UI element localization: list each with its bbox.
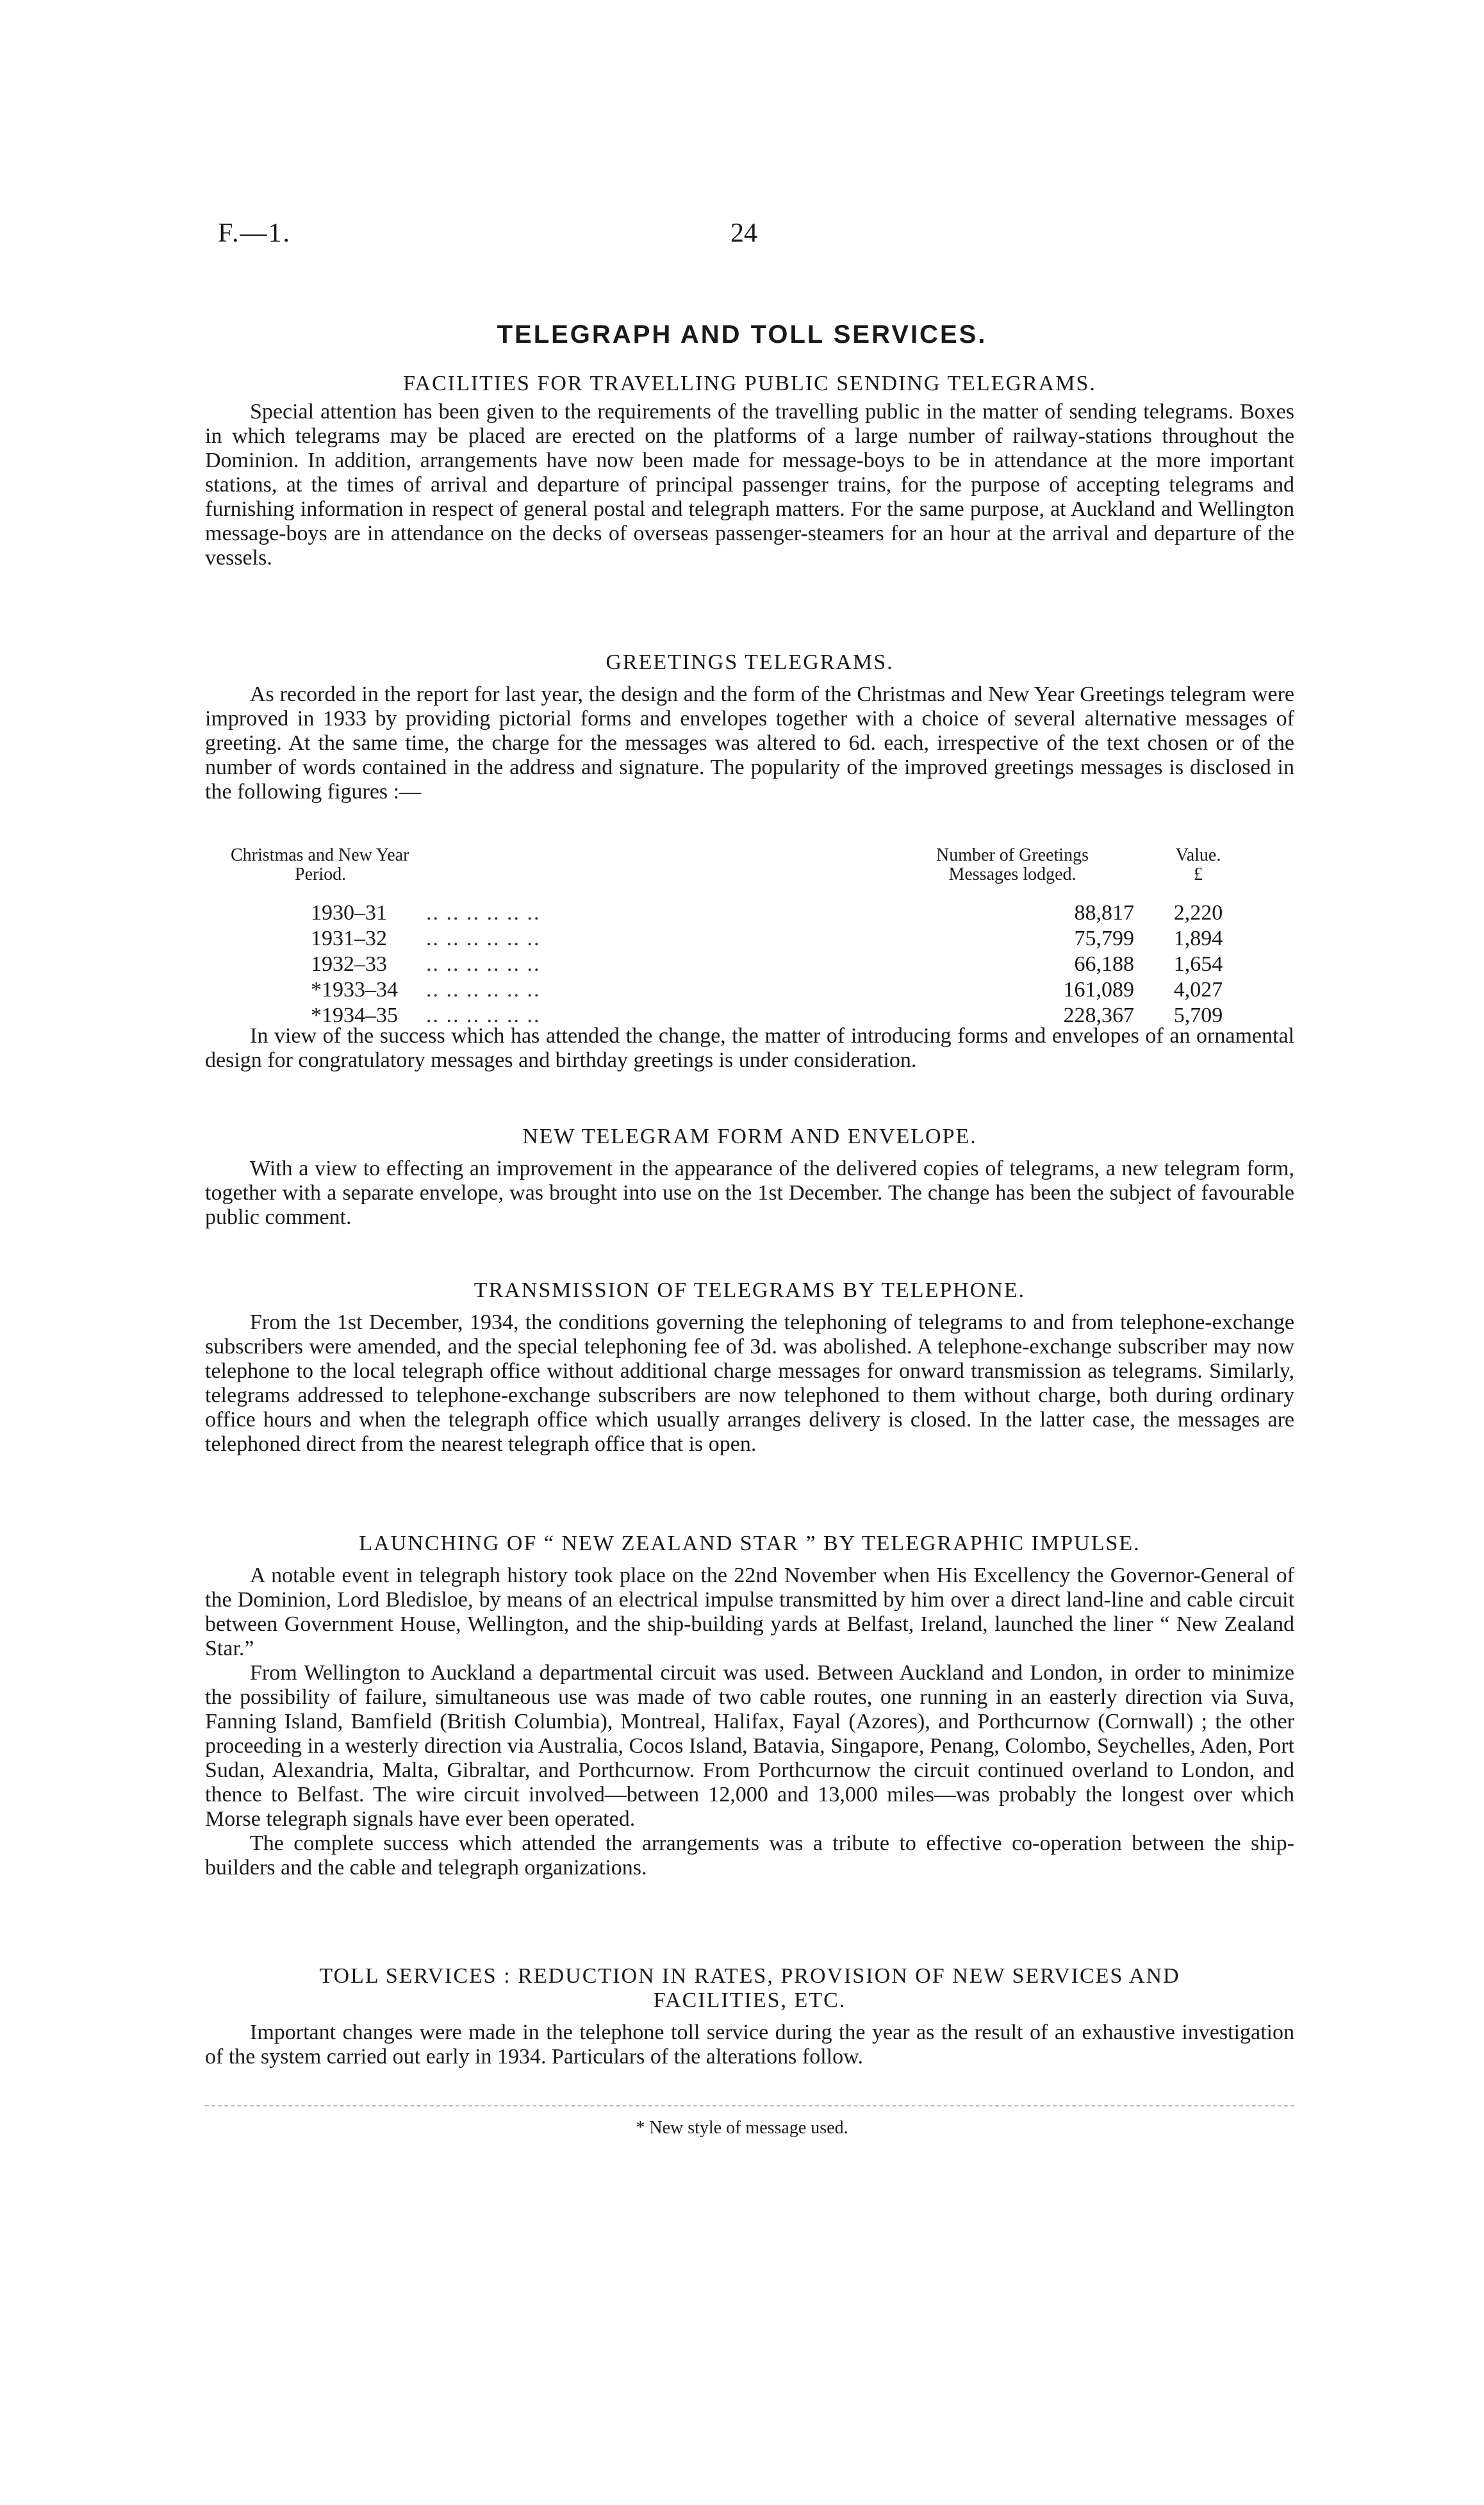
paragraph: From Wellington to Auckland a departmental circuit was used. Between Auckland and London, in order to minimize the possibility of failure, simultaneous use was made of two cable routes, one running in an easterly direction via Suva, Fanning Island, Bamfield (British Columbia), Montreal, Halifax, Fayal (Azores), and Porthcurnow (Cornwall) ; the other proceeding in a westerly direction via Australia, Cocos Island, Batavia, Singapore, Penang, Colombo, Seychelles, Aden, Port Sudan, Alexandria, Malta, Gibraltar, and Porthcurnow. From Porthcurnow the circuit continued overland to London, and thence to Belfast. The wire circuit involved—between 12,000 and 13,000 miles—was probably the longest over which Morse telegraph signals have ever been operated.: [205, 1661, 1294, 1831]
greetings-table: [205, 846, 1294, 1029]
paragraph: Special attention has been given to the requirements of the travelling public in the matter of sending telegrams. Boxes in which telegrams may be placed are erected on the platforms of a large number of railway-stations throughout the Dominion. In addition, arrangements have now been made for message-boys to be in attendance at the more important stations, at the times of arrival and departure of principal passenger trains, for the purpose of accepting telegrams and furnishing information in respect of general postal and telegraph matters. For the same purpose, at Auckland and Wellington message-boys are in attendance on the decks of overseas passenger-steamers for an hour at the arrival and departure of the vessels.: [205, 400, 1294, 570]
paragraph: With a view to effecting an improvement in the appearance of the delivered copies of telegrams, a new telegram form, together with a separate envelope, was brought into use on the 1st December. The change has been the subject of favourable public comment.: [205, 1157, 1294, 1229]
document-reference: F.—1.: [218, 219, 291, 248]
footnote: * New style of message used.: [636, 2118, 848, 2138]
section-heading: LAUNCHING OF “ NEW ZEALAND STAR ” BY TELEGRAPHIC IMPULSE.: [359, 1532, 1141, 1555]
section-facilities: [205, 372, 1294, 570]
table-row: *1933–34 .. .. .. .. .. .. 161,089 4,027: [311, 978, 1223, 1002]
section-launching: [205, 1532, 1294, 1880]
footnote-divider: [205, 2105, 1294, 2106]
section-transmission: [205, 1278, 1294, 1457]
section-heading: NEW TELEGRAM FORM AND ENVELOPE.: [522, 1125, 977, 1148]
table-row: 1930–31 .. .. .. .. .. .. 88,817 2,220: [311, 901, 1223, 925]
paragraph: From the 1st December, 1934, the conditions governing the telephoning of telegrams to and from telephone-exchange subscribers were amended, and the special telephoning fee of 3d. was abolished. A telephone-exchange subscriber may now telephone to the local telegraph office without additional charge messages for onward transmission as telegrams. Similarly, telegrams addressed to telephone-exchange subscribers are now telephoned to them without charge, both during ordinary office hours and when the telegraph office which usually arranges delivery is closed. In the latter case, the messages are telephoned direct from the nearest telegraph office that is open.: [205, 1310, 1294, 1456]
greetings-conclusion: [205, 1024, 1294, 1073]
section-toll: [205, 1964, 1294, 2069]
column-header-messages: Number of Greetings Messages lodged.: [936, 845, 1089, 884]
section-new-form: [205, 1125, 1294, 1230]
table-row: 1932–33 .. .. .. .. .. .. 66,188 1,654: [311, 952, 1223, 976]
table-row: *1934–35 .. .. .. .. .. .. 228,367 5,709: [311, 1004, 1223, 1027]
page-title: TELEGRAPH AND TOLL SERVICES.: [497, 320, 987, 349]
paragraph: A notable event in telegraph history took place on the 22nd November when His Excellency the Governor-General of the Dominion, Lord Bledisloe, by means of an electrical impulse transmitted by him over a direct land-line and cable circuit between Government House, Wellington, and the ship-building yards at Belfast, Ireland, launched the liner “ New Zealand Star.”: [205, 1564, 1294, 1660]
section-greetings: [205, 650, 1294, 804]
section-heading: GREETINGS TELEGRAMS.: [606, 650, 894, 674]
table-row: 1931–32 .. .. .. .. .. .. 75,799 1,894: [311, 927, 1223, 950]
section-heading: TRANSMISSION OF TELEGRAMS BY TELEPHONE.: [474, 1278, 1026, 1302]
page-header: [0, 218, 1484, 256]
paragraph: As recorded in the report for last year, the design and the form of the Christmas and New Year Greetings telegram were improved in 1933 by providing pictorial forms and envelopes together with a choice of several alternative messages of greeting. At the same time, the charge for the messages was altered to 6d. each, irrespective of the text chosen or of the number of words contained in the address and signature. The popularity of the improved greetings messages is disclosed in the following figures :—: [205, 682, 1294, 804]
column-header-period: Christmas and New Year Period.: [231, 845, 409, 884]
page-number: 24: [730, 219, 757, 248]
column-header-value: Value. £: [1175, 845, 1221, 884]
section-heading: TOLL SERVICES : REDUCTION IN RATES, PROVISION OF NEW SERVICES AND FACILITIES, ETC.: [319, 1964, 1180, 2012]
section-heading: FACILITIES FOR TRAVELLING PUBLIC SENDING TELEGRAMS.: [403, 372, 1096, 395]
paragraph: The complete success which attended the arrangements was a tribute to effective co-operation between the ship-builders and the cable and telegraph organizations.: [205, 1831, 1294, 1880]
paragraph: In view of the success which has attended the change, the matter of introducing forms and envelopes of an ornamental design for congratulatory messages and birthday greetings is under consideration.: [205, 1024, 1294, 1072]
table-header: [205, 846, 1294, 901]
paragraph: Important changes were made in the telephone toll service during the year as the result of an exhaustive investigation of the system carried out early in 1934. Particulars of the alterations follow.: [205, 2021, 1294, 2069]
